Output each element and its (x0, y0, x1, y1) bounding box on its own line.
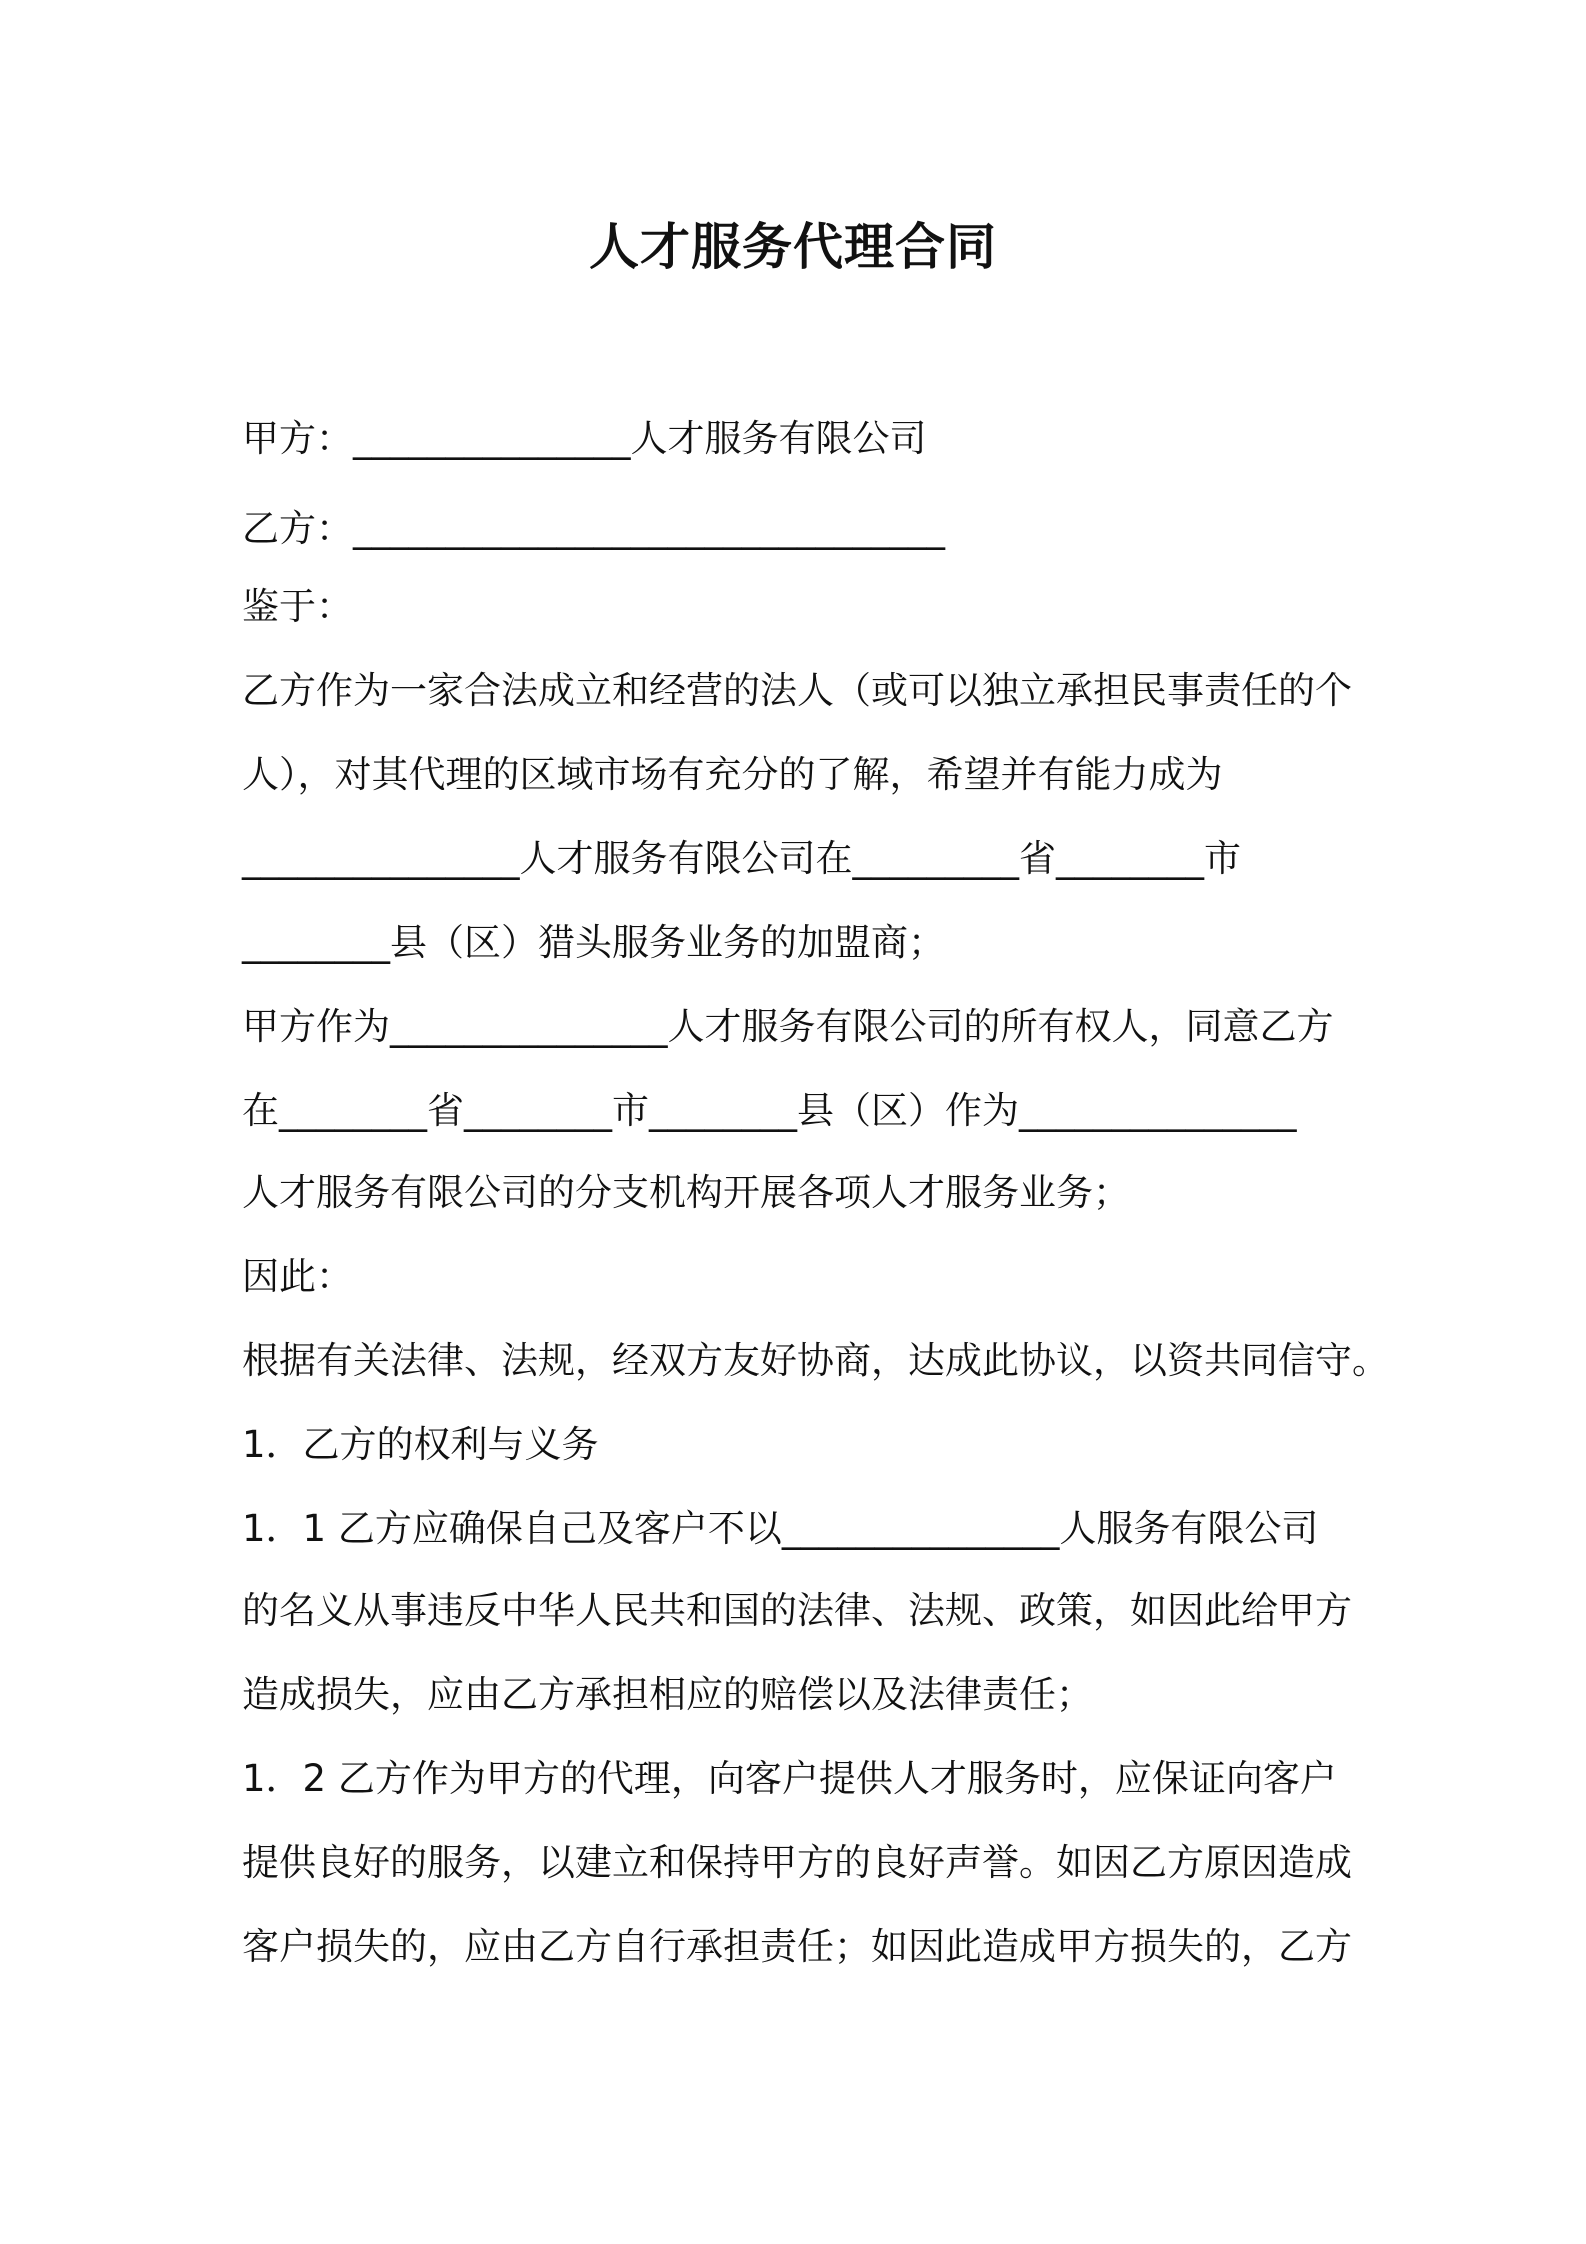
paragraph-line: 根据有关法律、法规，经双方友好协商，达成此协议，以资共同信守。 (242, 1339, 1389, 1382)
paragraph-line: 人），对其代理的区域市场有充分的了解，希望并有能力成为 (242, 753, 1223, 796)
paragraph-line: 乙方作为一家合法成立和经营的法人（或可以独立承担民事责任的个 (242, 669, 1352, 712)
clause-line: 的名义从事违反中华人民共和国的法律、法规、政策，如因此给甲方 (242, 1589, 1352, 1632)
party-a-line: 甲方：_______________人才服务有限公司 (242, 417, 927, 460)
clause-line: 1．2 乙方作为甲方的代理，向客户提供人才服务时，应保证向客户 (242, 1757, 1337, 1800)
paragraph-line: 在________省________市________县（区）作为_______________ (242, 1089, 1297, 1132)
whereas-heading: 鉴于： (242, 585, 353, 628)
clause-line: 1．1 乙方应确保自己及客户不以_______________人服务有限公司 (242, 1507, 1319, 1550)
document-title: 人才服务代理合同 (589, 218, 997, 276)
party-b-line: 乙方：________________________________ (242, 507, 945, 550)
paragraph-line: _______________人才服务有限公司在_________省________市 (242, 837, 1241, 880)
clause-line: 提供良好的服务，以建立和保持甲方的良好声誉。如因乙方原因造成 (242, 1841, 1352, 1884)
clause-line: 客户损失的，应由乙方自行承担责任；如因此造成甲方损失的，乙方 (242, 1925, 1352, 1968)
paragraph-line: 甲方作为_______________人才服务有限公司的所有权人，同意乙方 (242, 1005, 1334, 1048)
paragraph-line: ________县（区）猎头服务业务的加盟商； (242, 921, 945, 964)
therefore-heading: 因此： (242, 1255, 353, 1298)
paragraph-line: 人才服务有限公司的分支机构开展各项人才服务业务； (242, 1171, 1130, 1214)
section-heading: 1．乙方的权利与义务 (242, 1423, 599, 1466)
clause-line: 造成损失，应由乙方承担相应的赔偿以及法律责任； (242, 1673, 1093, 1716)
